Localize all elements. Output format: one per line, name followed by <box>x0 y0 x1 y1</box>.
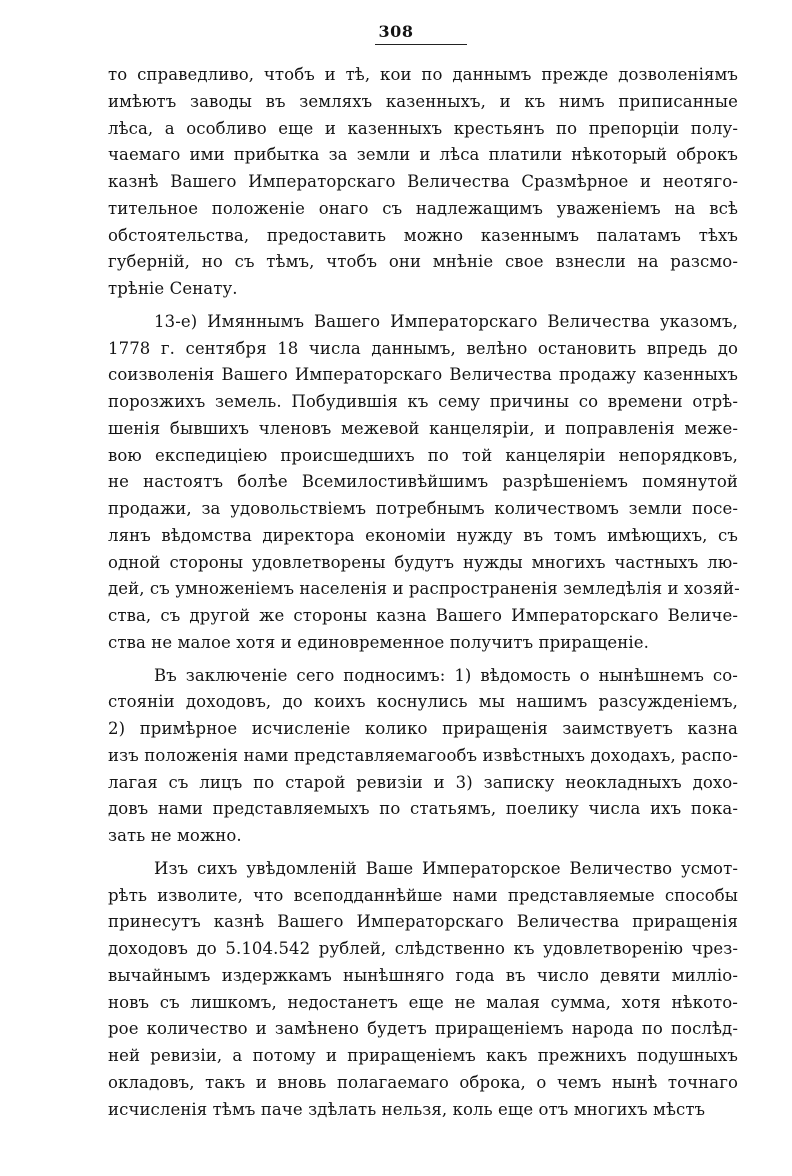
text-line: доходовъ до 5.104.542 рублей, слѣдственно къ удовлетворенію чрез- <box>108 939 738 958</box>
text-line: принесутъ казнѣ Вашего Императорскаго Величества приращенія <box>108 912 738 932</box>
text-line: казнѣ Вашего Императорскаго Величества Сразмѣрное и неотяго- <box>108 172 738 191</box>
text-line: ства не малое хотя и единовременное получитъ приращеніе. <box>108 632 649 652</box>
paragraph <box>108 856 738 1124</box>
page-number: 308 <box>378 22 414 41</box>
text-line: лянъ вѣдомства директора економіи нужду въ томъ имѣющихъ, съ <box>108 525 738 545</box>
text-line: имѣютъ заводы въ земляхъ казенныхъ, и къ нимъ приписанные <box>108 91 738 111</box>
text-line: рое количество и замѣнено будетъ приращеніемъ народа по послѣд- <box>108 1019 738 1039</box>
text-line: ства, съ другой же стороны казна Вашего Императорскаго Величе- <box>108 606 738 625</box>
text-line: вычайнымъ издержкамъ нынѣшняго года въ число девяти милліо- <box>108 965 738 985</box>
text-line: шенія бывшихъ членовъ межевой канцеляріи, и поправленія меже- <box>108 418 738 438</box>
text-line: исчисленія тѣмъ паче здѣлать нельзя, коль еще отъ многихъ мѣстъ <box>108 1099 706 1119</box>
body-text <box>108 62 738 1129</box>
text-line: стояніи доходовъ, до коихъ коснулись мы нашимъ разсужденіемъ, <box>108 692 738 712</box>
text-line: продажи, за удовольствіемъ потребнымъ количествомъ земли посе- <box>108 499 738 518</box>
text-line: то справедливо, чтобъ и тѣ, кои по даннымъ прежде дозволеніямъ <box>108 65 738 84</box>
text-line: не настоятъ болѣе Всемилостивѣйшимъ разрѣшеніемъ помянутой <box>108 472 738 492</box>
text-line: одной стороны удовлетворены будутъ нужды многихъ частныхъ лю- <box>108 552 738 572</box>
text-line: 2) примѣрное исчисленіе колико приращенія заимствуетъ казна <box>108 719 738 738</box>
text-line: Въ заключеніе сего подносимъ: 1) вѣдомость о нынѣшнемъ со- <box>154 665 738 685</box>
text-line: тительное положеніе онаго съ надлежащимъ уваженіемъ на всѣ <box>108 198 738 218</box>
text-line: порозжихъ земель. Побудившія къ сему причины со времени отрѣ- <box>108 392 738 411</box>
text-line: трѣніе Сенату. <box>108 279 238 298</box>
text-line: губерній, но съ тѣмъ, чтобъ они мнѣніе свое взнесли на разсмо- <box>108 252 738 272</box>
text-line: чаемаго ими прибытка за земли и лѣса платили нѣкоторый оброкъ <box>108 145 738 165</box>
paragraph <box>108 663 738 850</box>
text-line: обстоятельства, предоставить можно казеннымъ палатамъ тѣхъ <box>108 225 738 245</box>
text-line: соизволенія Вашего Императорскаго Величества продажу казенныхъ <box>108 365 738 385</box>
text-line: довъ нами представляемыхъ по статьямъ, поелику числа ихъ пока- <box>108 799 738 819</box>
text-line: дей, съ умноженіемъ населенія и распространенія земледѣлія и хозяй- <box>108 579 740 599</box>
text-line: вою експедиціею происшедшихъ по той канцеляріи непорядковъ, <box>108 445 738 465</box>
text-line: 13-е) Имяннымъ Вашего Императорскаго Величества указомъ, <box>154 311 738 331</box>
text-line: рѣть изволите, что всеподданнѣйше нами представляемые способы <box>108 885 738 905</box>
text-line: окладовъ, такъ и вновь полагаемаго оброка, о чемъ нынѣ точнаго <box>108 1072 738 1092</box>
page-number-rule <box>375 44 467 45</box>
text-line: лагая съ лицъ по старой ревизіи и 3) записку неокладныхъ дохо- <box>108 772 738 792</box>
text-line: 1778 г. сентября 18 числа даннымъ, велѣно остановить впредь до <box>108 338 738 358</box>
text-line: ней ревизіи, а потому и приращеніемъ какъ прежнихъ подушныхъ <box>108 1046 738 1065</box>
text-line: изъ положенія нами представляемагообъ извѣстныхъ доходахъ, распо- <box>108 745 738 765</box>
paragraph <box>108 309 738 657</box>
text-line: Изъ сихъ увѣдомленій Ваше Императорское Величество усмот- <box>154 858 738 878</box>
paragraph <box>108 62 738 303</box>
text-line: новъ съ лишкомъ, недостанетъ еще не малая сумма, хотя нѣкото- <box>108 992 738 1012</box>
text-line: лѣса, а особливо еще и казенныхъ крестьянъ по препорціи полу- <box>108 118 738 138</box>
text-line: зать не можно. <box>108 826 242 845</box>
